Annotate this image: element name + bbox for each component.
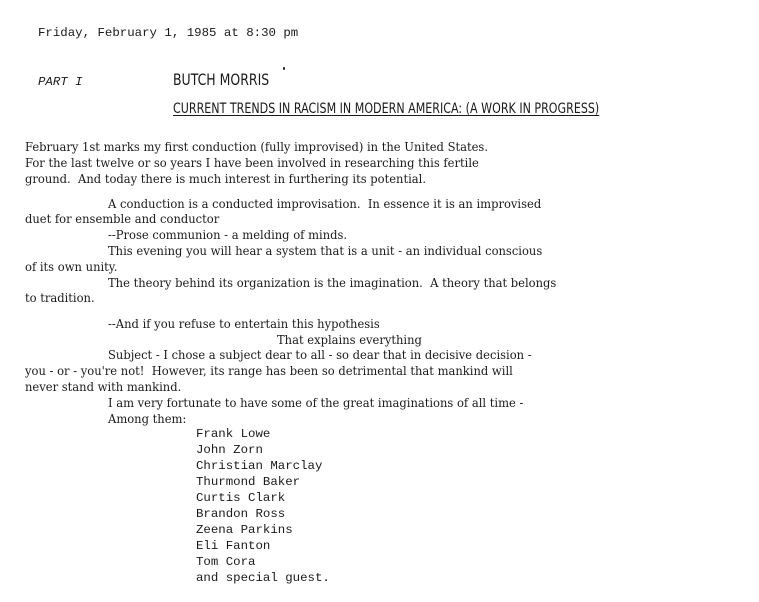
performer-name: and special guest.: [196, 571, 330, 585]
body-line: to tradition.: [25, 290, 95, 305]
performer-name: Eli Fanton: [196, 539, 271, 553]
body-line: --And if you refuse to entertain this hypothesis: [108, 316, 380, 331]
body-line: of its own unity.: [25, 259, 118, 274]
performer-name: Curtis Clark: [196, 491, 286, 505]
body-line: This evening you will hear a system that is a unit - an individual conscious: [108, 243, 543, 258]
body-line: ground. And today there is much interest in furthering its potential.: [25, 171, 427, 186]
artist-name: BUTCH MORRIS: [173, 70, 270, 89]
body-line: February 1st marks my first conduction (fully improvised) in the United States.: [25, 139, 489, 154]
date-line: Friday, February 1, 1985 at 8:30 pm: [38, 26, 299, 40]
body-line: Among them:: [108, 411, 187, 426]
body-line: A conduction is a conducted improvisation. In essence it is an improvised: [108, 196, 542, 211]
body-line: I am very fortunate to have some of the great imaginations of all time -: [108, 395, 524, 410]
body-line: never stand with mankind.: [25, 379, 182, 394]
performer-name: Zeena Parkins: [196, 523, 293, 537]
ink-speck: [283, 67, 285, 70]
performer-name: Christian Marclay: [196, 459, 323, 473]
performer-name: Brandon Ross: [196, 507, 286, 521]
work-title: CURRENT TRENDS IN RACISM IN MODERN AMERICA: (A WORK IN PROGRESS): [173, 100, 600, 117]
body-line: duet for ensemble and conductor: [25, 211, 220, 226]
performer-name: Thurmond Baker: [196, 475, 301, 489]
performer-name: John Zorn: [196, 443, 263, 457]
part-label: PART I: [38, 75, 83, 89]
body-line: For the last twelve or so years I have been involved in researching this fertile: [25, 155, 479, 170]
body-line: Subject - I chose a subject dear to all - so dear that in decisive decision -: [108, 347, 532, 362]
body-line: The theory behind its organization is the imagination. A theory that belongs: [108, 275, 557, 290]
performer-name: Frank Lowe: [196, 427, 271, 441]
body-line: --Prose communion - a melding of minds.: [108, 227, 348, 242]
body-line: you - or - you're not! However, its range has been so detrimental that mankind will: [25, 363, 513, 378]
performer-name: Tom Cora: [196, 555, 256, 569]
body-line: That explains everything: [277, 332, 422, 347]
